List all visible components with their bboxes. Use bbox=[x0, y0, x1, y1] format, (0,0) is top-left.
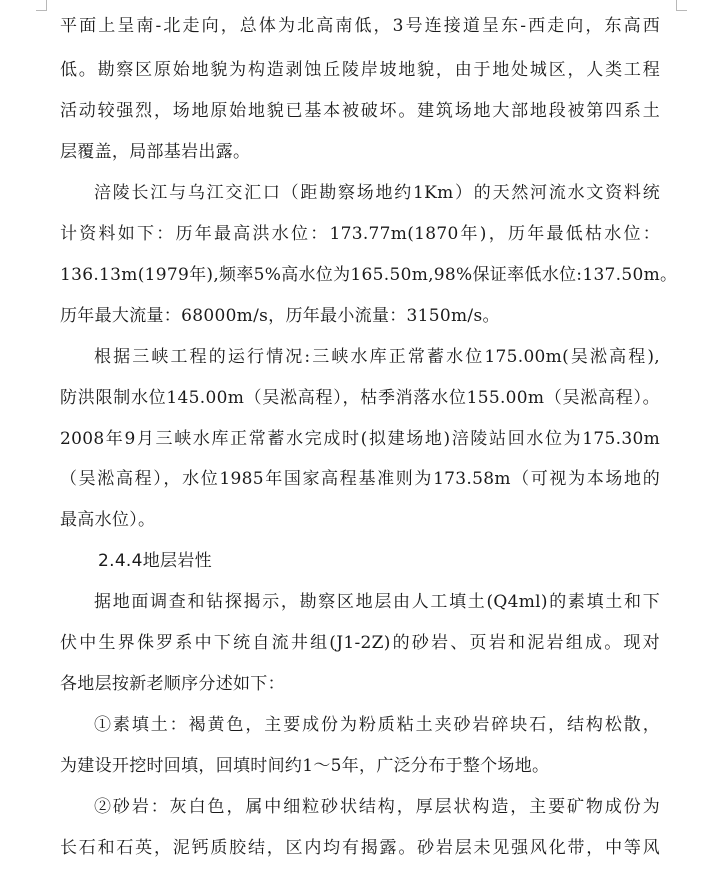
paragraph-line: 活动较强烈，场地原始地貌已基本被破坏。建筑场地大部地段被第四系土 bbox=[60, 101, 660, 121]
section-heading: 2.4.4地层岩性 bbox=[98, 551, 212, 571]
paragraph-line: 防洪限制水位145.00m（吴淞高程），枯季消落水位155.00m（吴淞高程）。 bbox=[60, 388, 660, 408]
paragraph-line: （吴淞高程），水位1985年国家高程基准则为173.58m（可视为本场地的 bbox=[60, 469, 660, 489]
paragraph-line: 据地面调查和钻探揭示，勘察区地层由人工填土(Q4ml)的素填土和下 bbox=[94, 592, 660, 612]
paragraph-line: 历年最大流量：68000m/s，历年最小流量：3150m/s。 bbox=[60, 306, 500, 326]
paragraph-line: 平面上呈南-北走向，总体为北高南低，3号连接道呈东-西走向，东高西 bbox=[60, 16, 660, 36]
paragraph-line: 各地层按新老顺序分述如下： bbox=[60, 674, 285, 694]
paragraph-line: 136.13m(1979年),频率5%高水位为165.50m,98%保证率低水位:137.50m。 bbox=[60, 265, 678, 285]
paragraph-line: 层覆盖，局部基岩出露。 bbox=[60, 142, 251, 162]
margin-corner-mark-right bbox=[676, 0, 687, 11]
paragraph-line: 2008年9月三峡水库正常蓄水完成时(拟建场地)涪陵站回水位为175.30m bbox=[60, 429, 660, 449]
paragraph-line: 根据三峡工程的运行情况:三峡水库正常蓄水位175.00m(吴淞高程), bbox=[94, 347, 660, 367]
paragraph-line: 伏中生界侏罗系中下统自流井组(J1-2Z)的砂岩、页岩和泥岩组成。现对 bbox=[60, 633, 660, 653]
margin-corner-mark-left bbox=[36, 0, 47, 11]
list-item-line: ①素填土：褐黄色，主要成份为粉质粘土夹砂岩碎块石，结构松散， bbox=[94, 715, 660, 735]
paragraph-line: 计资料如下：历年最高洪水位：173.77m(1870年)，历年最低枯水位： bbox=[60, 224, 660, 244]
paragraph-line: 低。勘察区原始地貌为构造剥蚀丘陵岸坡地貌，由于地处城区，人类工程 bbox=[60, 60, 660, 80]
list-item-line: ②砂岩：灰白色，属中细粒砂状结构，厚层状构造，主要矿物成份为 bbox=[94, 797, 660, 817]
paragraph-line: 涪陵长江与乌江交汇口（距勘察场地约1Km）的天然河流水文资料统 bbox=[94, 183, 660, 203]
paragraph-line: 最高水位）。 bbox=[60, 510, 156, 530]
list-item-line: 长石和石英，泥钙质胶结，区内均有揭露。砂岩层未见强风化带，中等风 bbox=[60, 838, 660, 858]
list-item-line: 为建设开挖时回填，回填时间约1～5年，广泛分布于整个场地。 bbox=[60, 756, 550, 776]
